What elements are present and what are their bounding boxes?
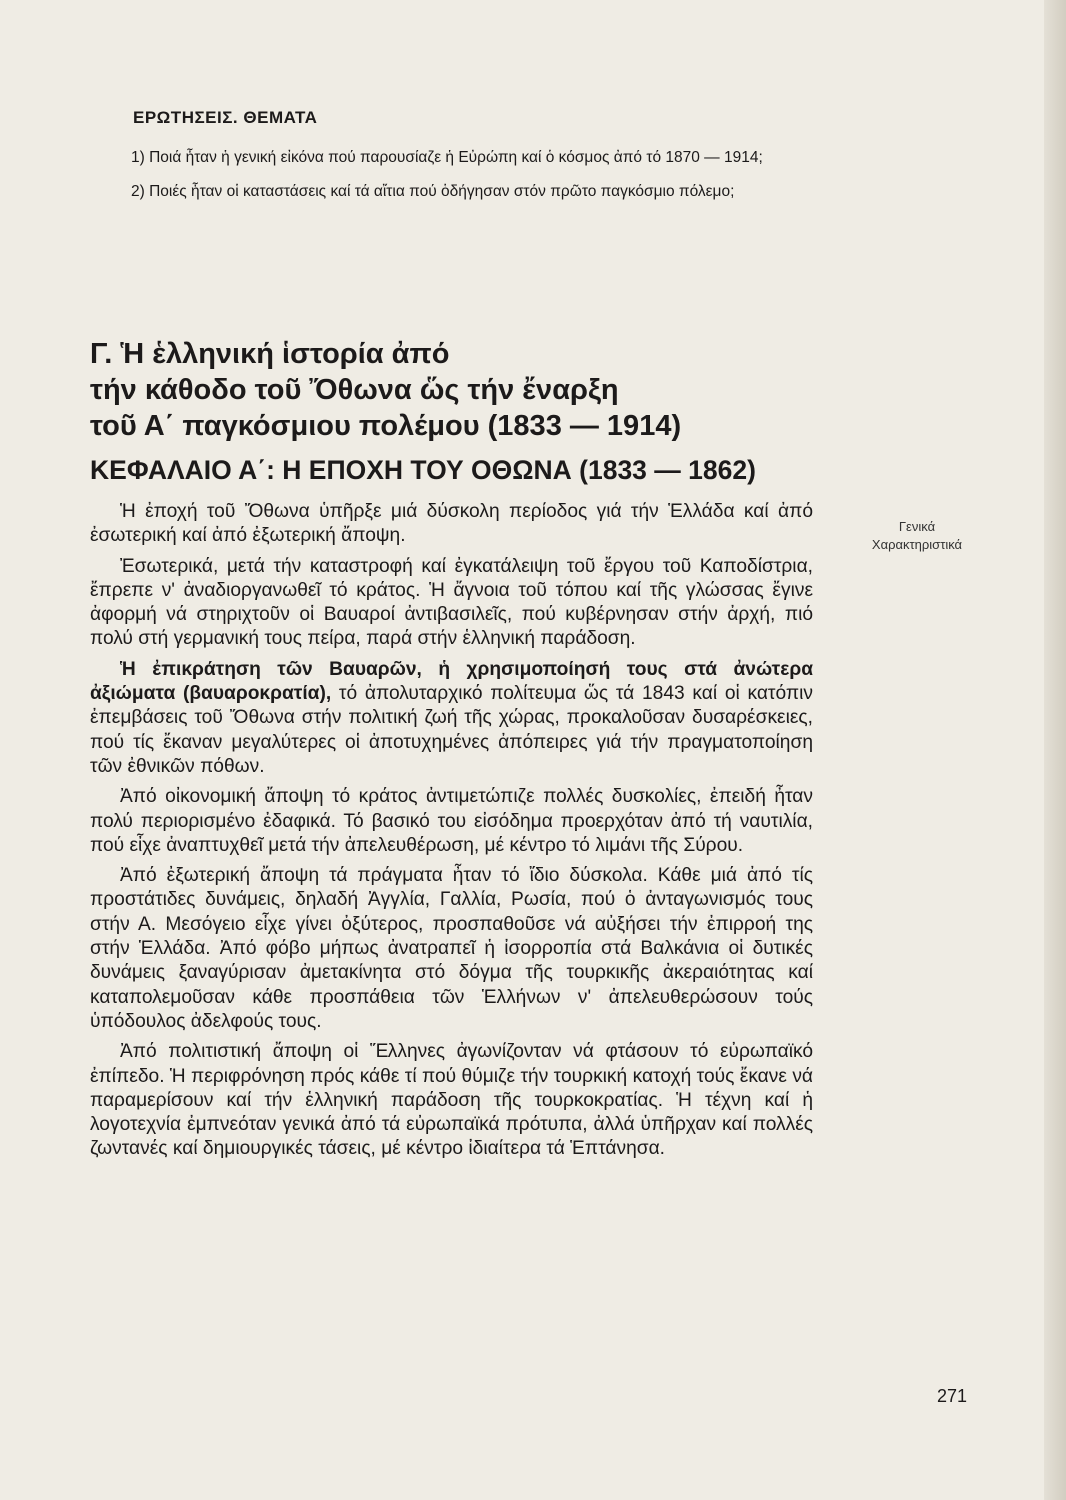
questions-list	[103, 148, 843, 216]
section-heading-line: τήν κάθοδο τοῦ Ὄθωνα ὥς τήν ἔναρξη	[90, 374, 619, 406]
paragraph-rest: τό ἀπολυταρχικό πολίτευμα ὥς τά 1843 καί οἱ κατόπιν ἐπεμβάσεις τοῦ Ὄθωνα στήν πολιτική ζωή τῆς χώρας, προκαλοῦσαν δυσαρέσκειες, πού τίς ἔκαναν μεγαλύτερες οἱ ἀποτυχημένες ἀπόπειρες γιά τήν πραγματοποίηση τῶν ἐθνικῶν πόθων.	[90, 683, 813, 777]
paragraph: Ἀπό οἰκονομική ἄποψη τό κράτος ἀντιμετώπιζε πολλές δυσκολίες, ἐπειδή ἦταν πολύ περιορισμένο ἐδαφικά. Τό βασικό του εἰσόδημα προερχόταν ἀπό τή ναυτιλία, πού εἶχε ἀναπτυχθεῖ μετά τήν ἀπελευθέρωση, μέ κέντρο τό λιμάνι τῆς Σύρου.	[90, 786, 813, 856]
chapter-heading: ΚΕΦΑΛΑΙΟ Α΄: Η ΕΠΟΧΗ ΤΟΥ ΟΘΩΝΑ (1833 — 1862)	[90, 455, 756, 485]
margin-note-line: Χαρακτηριστικά	[871, 537, 963, 552]
page-number: 271	[937, 1386, 968, 1406]
page-edge	[1044, 0, 1066, 1500]
section-heading-line: τοῦ Α΄ παγκόσμιου πολέμου (1833 — 1914)	[90, 410, 682, 442]
paragraph: Ἐσωτερικά, μετά τήν καταστροφή καί ἐγκατάλειψη τοῦ ἔργου τοῦ Καποδίστρια, ἔπρεπε ν' ἀναδιοργανωθεῖ τό κράτος. Ἡ ἄγνοια τοῦ τόπου καί τῆς γλώσσας ἔγινε ἀφορμή νά στηριχτοῦν οἱ Βαυαροί ἀντιβασιλεῖς, πού κυβέρνησαν στήν ἀρχή, πιό πολύ στή γερμανική τους πείρα, παρά στήν ἑλληνική παράδοση.	[90, 555, 813, 650]
body-text	[90, 500, 813, 1162]
margin-note	[842, 518, 992, 554]
paragraph: Ἡ ἐποχή τοῦ Ὄθωνα ὑπῆρξε μιά δύσκολη περίοδος γιά τήν Ἑλλάδα καί ἀπό ἐσωτερική καί ἀπό ἐξωτερική ἄποψη.	[90, 501, 813, 547]
margin-note-line: Γενικά	[898, 519, 936, 534]
section-heading-line: Γ. Ἡ ἑλληνική ἱστορία ἀπό	[90, 338, 450, 370]
question-item: 2) Ποιές ἦταν οἱ καταστάσεις καί τά αἴτια πού ὁδήγησαν στόν πρῶτο παγκόσμιο πόλεμο;	[131, 183, 735, 200]
section-heading	[90, 336, 770, 444]
paragraph	[90, 658, 813, 779]
paragraph-bold-lead: Ἡ ἐπικράτηση τῶν Βαυαρῶν, ἡ χρησιμοποίησή τους στά ἀνώτερα ἀξιώματα (βαυαροκρατία),	[90, 658, 813, 705]
paragraph: Ἀπό ἐξωτερική ἄποψη τά πράγματα ἦταν τό ἴδιο δύσκολα. Κάθε μιά ἀπό τίς προστάτιδες δυνάμεις, δηλαδή Ἀγγλία, Γαλλία, Ρωσία, πού ὁ ἀνταγωνισμός τους στήν Α. Μεσόγειο εἶχε γίνει ὀξύτερος, προσπαθοῦσε νά αὐξήσει τήν ἐπιρροή της στήν Ἑλλάδα. Ἀπό φόβο μήπως ἀνατραπεῖ ἡ ἰσορροπία στά Βαλκάνια οἱ δυτικές δυνάμεις ξαναγύρισαν ἀμετακίνητα στό δόγμα τῆς τουρκικῆς ἀκεραιότητας καί καταπολεμοῦσαν κάθε προσπάθεια τῶν Ἑλλήνων ν' ἀπελευθερώσουν τούς ὑπόδουλος ἀδελφούς τους.	[90, 865, 813, 1032]
paragraph: Ἀπό πολιτιστική ἄποψη οἱ Ἕλληνες ἀγωνίζονταν νά φτάσουν τό εὐρωπαϊκό ἐπίπεδο. Ἡ περιφρόνηση πρός κάθε τί πού θύμιζε τήν τουρκική κατοχή τούς ἔκανε νά παραμερίσουν καί τήν ἑλληνική παράδοση τῆς τουρκοκρατίας. Ἡ τέχνη καί ἡ λογοτεχνία ἐμπνεόταν γενικά ἀπό τά εὐρωπαϊκά πρότυπα, ἀλλά ὑπῆρχαν καί πολλές ζωντανές καί δημιουργικές τάσεις, μέ κέντρο ἰδιαίτερα τά Ἑπτάνησα.	[90, 1041, 813, 1160]
question-item: 1) Ποιά ἦταν ἡ γενική εἰκόνα πού παρουσίαζε ἡ Εὐρώπη καί ὁ κόσμος ἀπό τό 1870 — 1914;	[131, 149, 763, 166]
questions-title: ΕΡΩΤΗΣΕΙΣ. ΘΕΜΑΤΑ	[133, 108, 318, 127]
